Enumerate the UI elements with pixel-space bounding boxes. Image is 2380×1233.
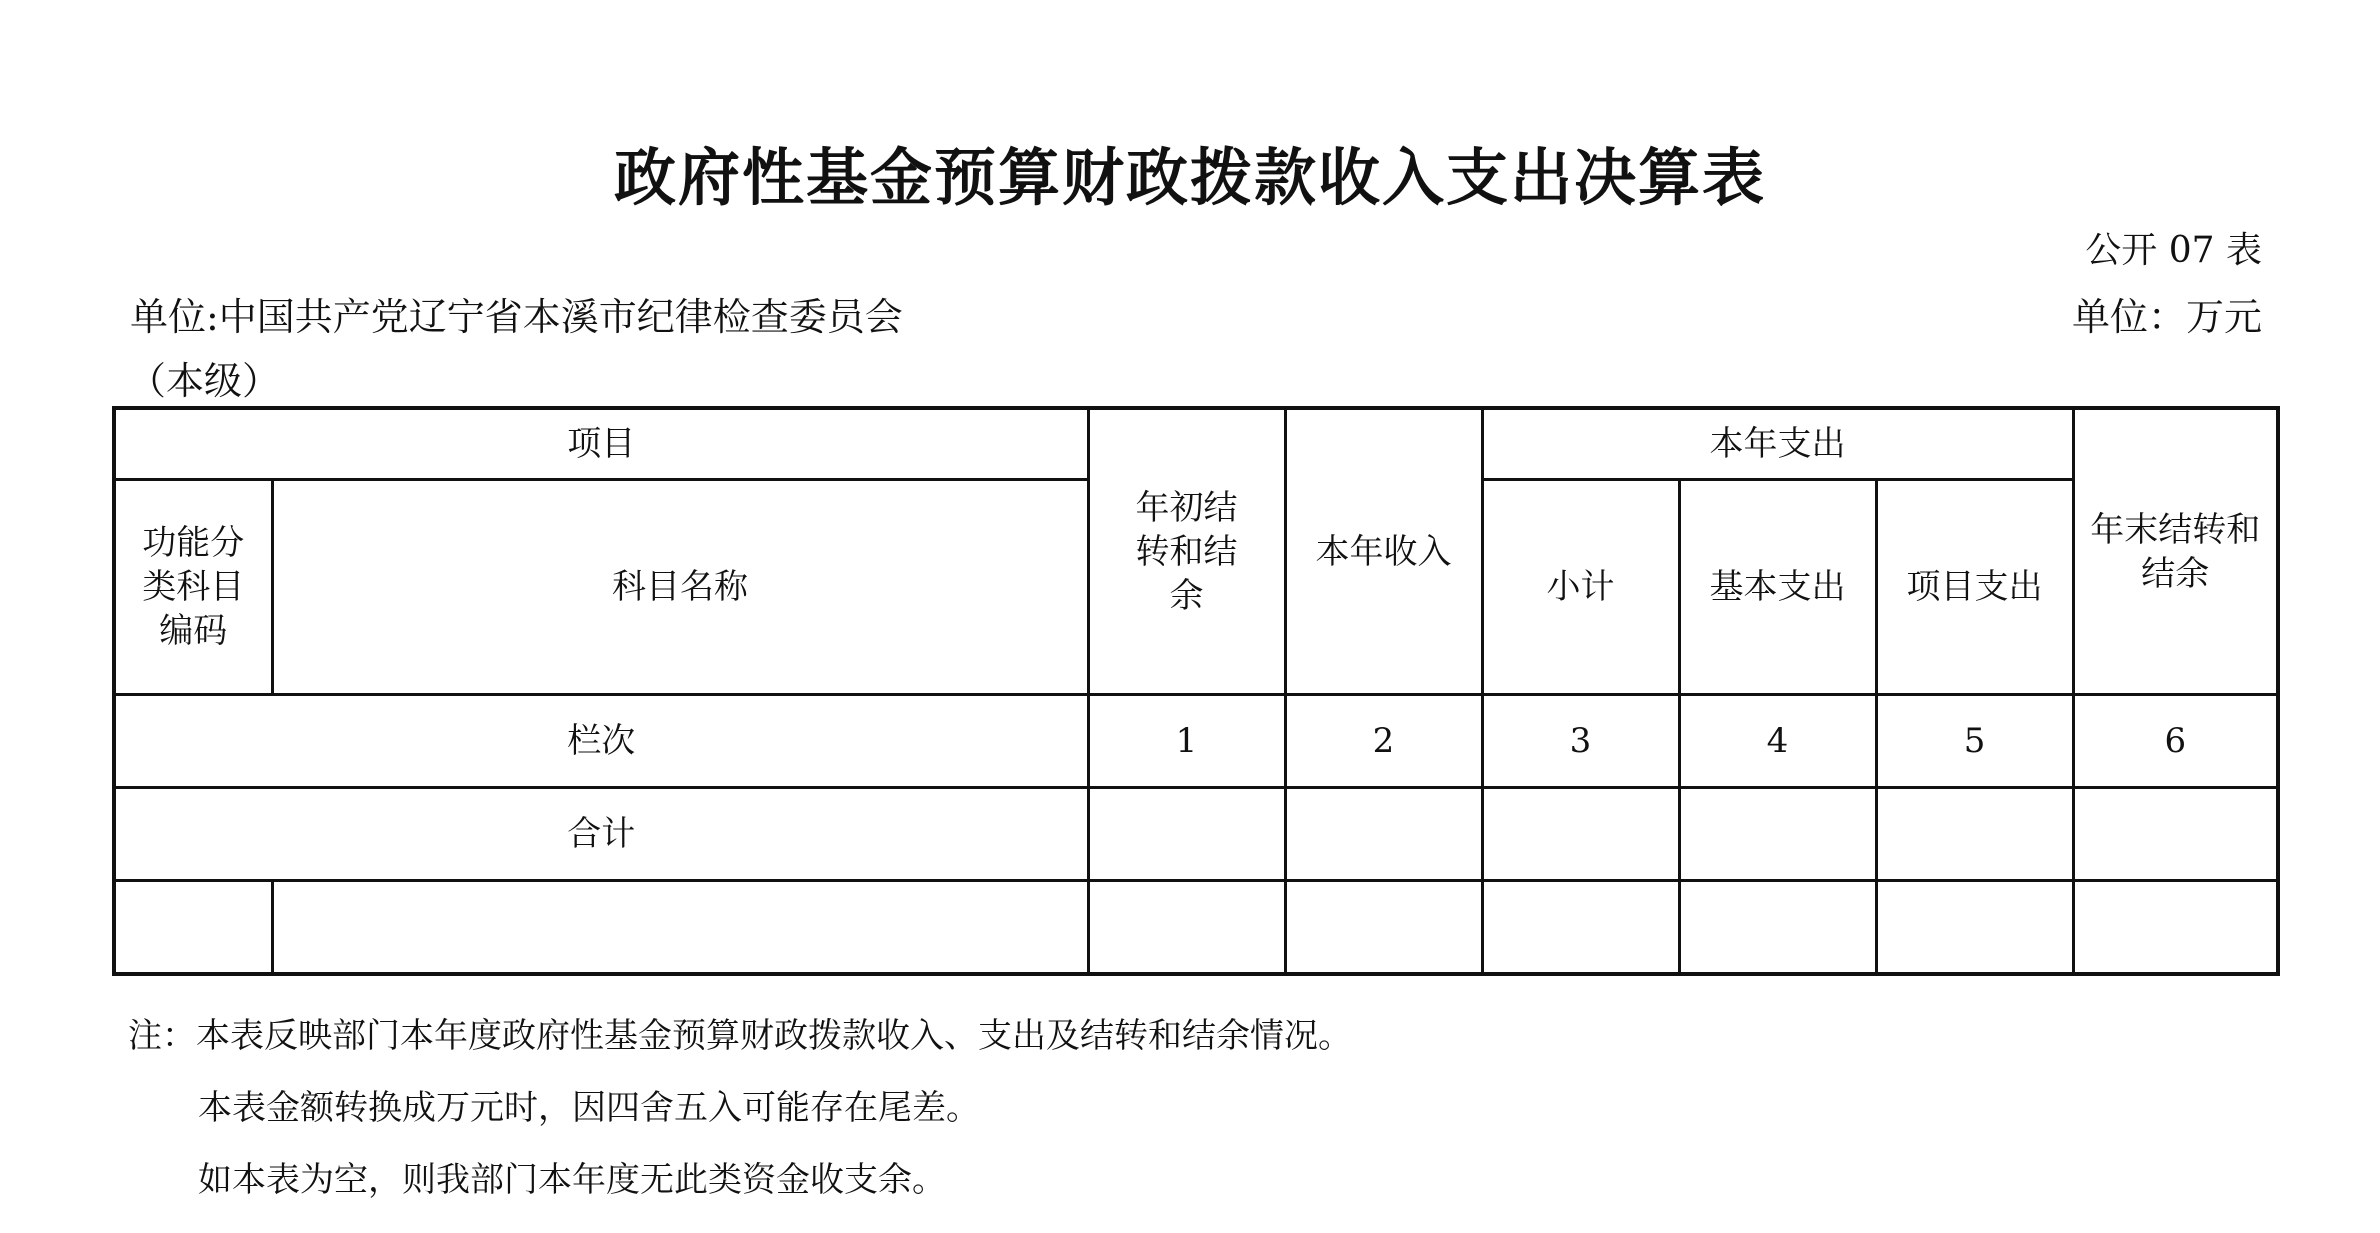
data-cell-3 bbox=[1482, 881, 1679, 975]
budget-table bbox=[112, 406, 2280, 976]
page-title: 政府性基金预算财政拨款收入支出决算表 bbox=[613, 141, 1766, 214]
header-expenditure: 本年支出 bbox=[1482, 408, 2073, 480]
total-cell-3 bbox=[1482, 788, 1679, 881]
header-end-balance-text: 年末结转和结余 bbox=[2090, 509, 2261, 594]
total-cell-4 bbox=[1679, 788, 1876, 881]
note-3: 如本表为空，则我部门本年度无此类资金收支余。 bbox=[198, 1160, 946, 1200]
header-project-exp: 项目支出 bbox=[1876, 480, 2073, 695]
data-cell-1 bbox=[1088, 881, 1285, 975]
data-name-cell bbox=[272, 881, 1088, 975]
header-end-balance bbox=[2073, 408, 2278, 695]
column-number-6: 6 bbox=[2073, 695, 2278, 788]
header-basic: 基本支出 bbox=[1679, 480, 1876, 695]
column-number-4: 4 bbox=[1679, 695, 1876, 788]
table-row bbox=[114, 881, 2278, 975]
table-header-row-1 bbox=[114, 408, 2278, 480]
form-number: 公开 07 表 bbox=[2085, 230, 2262, 271]
column-number-5: 5 bbox=[1876, 695, 2073, 788]
data-cell-5 bbox=[1876, 881, 2073, 975]
note-1: 注：本表反映部门本年度政府性基金预算财政拨款收入、支出及结转和结余情况。 bbox=[128, 1016, 1352, 1056]
header-subject-name: 科目名称 bbox=[272, 480, 1088, 695]
total-label: 合计 bbox=[114, 788, 1088, 881]
total-row bbox=[114, 788, 2278, 881]
notes bbox=[128, 1000, 1352, 1216]
data-cell-2 bbox=[1285, 881, 1482, 975]
column-number-1: 1 bbox=[1088, 695, 1285, 788]
currency-unit: 单位：万元 bbox=[2071, 295, 2262, 339]
note-2: 本表金额转换成万元时，因四舍五入可能存在尾差。 bbox=[198, 1088, 980, 1128]
column-number-2: 2 bbox=[1285, 695, 1482, 788]
data-cell-4 bbox=[1679, 881, 1876, 975]
total-cell-2 bbox=[1285, 788, 1482, 881]
data-cell-6 bbox=[2073, 881, 2278, 975]
data-code-cell bbox=[114, 881, 272, 975]
header-begin-balance bbox=[1088, 408, 1285, 695]
reporting-unit: 单位:中国共产党辽宁省本溪市纪律检查委员会 bbox=[130, 295, 903, 339]
header-project: 项目 bbox=[114, 408, 1088, 480]
total-cell-6 bbox=[2073, 788, 2278, 881]
column-number-3: 3 bbox=[1482, 695, 1679, 788]
header-income: 本年收入 bbox=[1285, 408, 1482, 695]
total-cell-1 bbox=[1088, 788, 1285, 881]
header-begin-balance-text: 年初结转和结余 bbox=[1135, 487, 1238, 616]
column-number-row bbox=[114, 695, 2278, 788]
reporting-unit-level: （本级） bbox=[128, 359, 281, 403]
header-func-code-text: 功能分类科目编码 bbox=[142, 523, 245, 651]
header-subtotal: 小计 bbox=[1482, 480, 1679, 695]
total-cell-5 bbox=[1876, 788, 2073, 881]
header-func-code bbox=[114, 480, 272, 695]
column-number-label: 栏次 bbox=[114, 695, 1088, 788]
